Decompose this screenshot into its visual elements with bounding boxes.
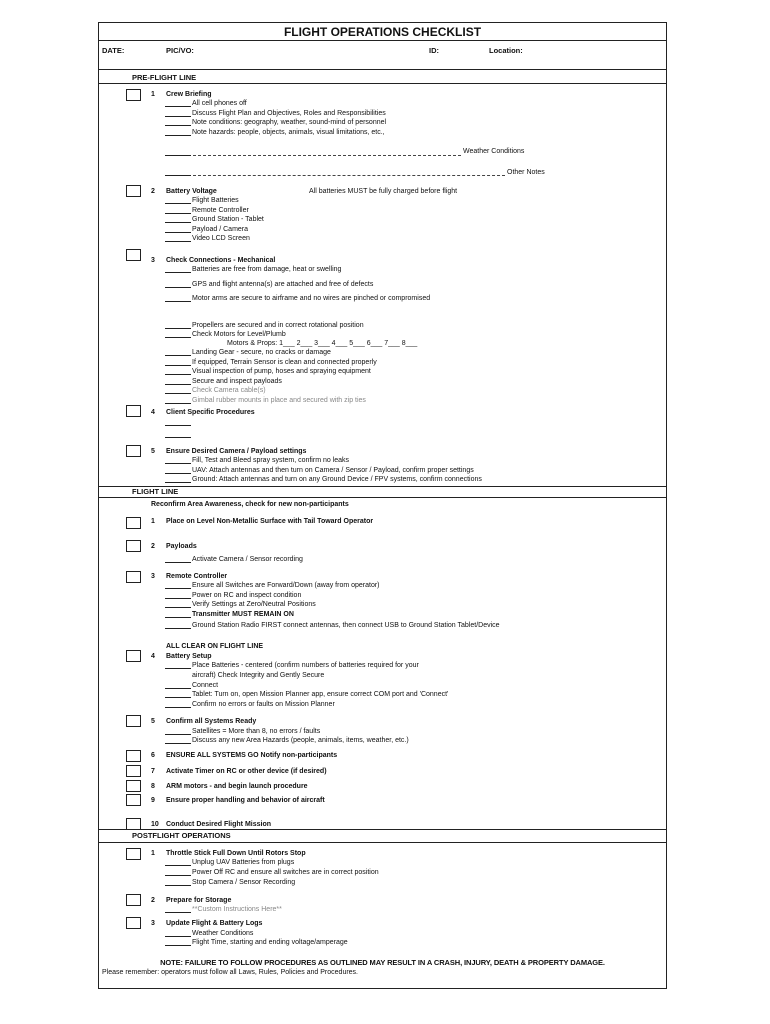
checklist-line: Flight Time, starting and ending voltage/amperage — [165, 939, 348, 946]
weather-conditions-label: Weather Conditions — [463, 148, 525, 155]
postflight-divider — [99, 842, 666, 843]
checkbox-activate-timer[interactable] — [126, 765, 141, 777]
checklist-line: Activate Camera / Sensor recording — [165, 556, 303, 563]
checkbox-arm-motors[interactable] — [126, 780, 141, 792]
checkbox-systems-ready[interactable] — [126, 715, 141, 727]
checkbox-client-procedures[interactable] — [126, 405, 141, 417]
motors-props-line: Motors & Props: 1___ 2___ 3___ 4___ 5___ 6___ 7___ 8___ — [227, 340, 418, 347]
pic-vo-label: PIC/VO: — [166, 46, 194, 55]
step-number: 4 — [151, 409, 155, 416]
step-number: 8 — [151, 783, 155, 790]
checklist-line: Batteries are free from damage, heat or swelling — [165, 266, 341, 273]
blank-line — [165, 425, 191, 426]
header-divider — [99, 69, 666, 70]
step-conduct-mission: Conduct Desired Flight Mission — [166, 821, 272, 828]
checklist-line: Ground: Attach antennas and turn on any Ground Device / FPV systems, confirm connections — [165, 476, 482, 483]
other-notes-fill-line[interactable] — [193, 175, 505, 176]
id-label: ID: — [429, 46, 439, 55]
checklist-line: Note conditions: geography, weather, sound-mind of personnel — [165, 119, 386, 126]
step-camera-settings: Ensure Desired Camera / Payload settings — [166, 448, 307, 455]
failure-warning: NOTE: FAILURE TO FOLLOW PROCEDURES AS OUTLINED MAY RESULT IN A CRASH, INJURY, DEATH & PROPERTY DAMAGE. — [160, 958, 605, 967]
checklist-line: Note hazards: people, objects, animals, visual limitations, etc., — [165, 129, 385, 136]
checkbox-payloads[interactable] — [126, 540, 141, 552]
step-number: 5 — [151, 448, 155, 455]
checklist-line-gray: Gimbal rubber mounts in place and secured with zip ties — [165, 397, 366, 404]
checklist-line: UAV: Attach antennas and then turn on Camera / Sensor / Payload, confirm proper settings — [165, 467, 474, 474]
step-handling: Ensure proper handling and behavior of aircraft — [166, 797, 325, 804]
checkbox-battery-voltage[interactable] — [126, 185, 141, 197]
checklist-line-emphasis: Transmitter MUST REMAIN ON — [165, 611, 294, 618]
step-number: 5 — [151, 718, 155, 725]
checklist-line: Unplug UAV Batteries from plugs — [165, 859, 294, 866]
date-label: DATE: — [102, 46, 125, 55]
reconfirm-awareness: Reconfirm Area Awareness, check for new non-participants — [151, 501, 349, 508]
step-battery-voltage: Battery Voltage — [166, 188, 217, 195]
step-client-procedures: Client Specific Procedures — [166, 409, 255, 416]
blank-line — [165, 175, 191, 176]
step-all-systems-go: ENSURE ALL SYSTEMS GO Notify non-participants — [166, 752, 338, 759]
checkbox-remote-controller[interactable] — [126, 571, 141, 583]
checklist-line: If equipped, Terrain Sensor is clean and connected properly — [165, 359, 377, 366]
checkbox-check-connections[interactable] — [126, 249, 141, 261]
all-clear-heading: ALL CLEAR ON FLIGHT LINE — [166, 643, 264, 650]
checklist-line: Stop Camera / Sensor Recording — [165, 879, 295, 886]
step-number: 4 — [151, 653, 155, 660]
step-payloads: Payloads — [166, 543, 197, 550]
step-number: 1 — [151, 850, 155, 857]
checkbox-all-systems-go[interactable] — [126, 750, 141, 762]
flightline-divider-top — [99, 486, 666, 487]
operators-reminder: Please remember: operators must follow all Laws, Rules, Policies and Procedures. — [102, 969, 359, 976]
section-flightline: FLIGHT LINE — [132, 487, 179, 496]
checklist-line: Ground Station Radio FIRST connect antennas, then connect USB to Ground Station Tablet/Device — [165, 622, 500, 629]
step-throttle-down: Throttle Stick Full Down Until Rotors Stop — [166, 850, 306, 857]
step-number: 1 — [151, 518, 155, 525]
checklist-line: Connect — [165, 682, 218, 689]
checklist-line: All cell phones off — [165, 100, 247, 107]
checklist-line-gray: **Custom Instructions Here** — [165, 906, 282, 913]
step-activate-timer: Activate Timer on RC or other device (if desired) — [166, 768, 327, 775]
checkbox-update-logs[interactable] — [126, 917, 141, 929]
flightline-divider — [99, 497, 666, 498]
checklist-line: Ensure all Switches are Forward/Down (away from operator) — [165, 582, 380, 589]
other-notes-label: Other Notes — [507, 169, 545, 176]
checklist-line: Video LCD Screen — [165, 235, 250, 242]
checklist-line-gray: Check Camera cable(s) — [165, 387, 266, 394]
step-number: 2 — [151, 188, 155, 195]
checklist-line: Power on RC and inspect condition — [165, 592, 301, 599]
checklist-line: Tablet: Turn on, open Mission Planner app, ensure correct COM port and 'Connect' — [165, 691, 448, 698]
step-battery-setup: Battery Setup — [166, 653, 212, 660]
checklist-line-continued: aircraft) Check Integrity and Gently Secure — [192, 672, 325, 679]
step-number: 1 — [151, 91, 155, 98]
blank-line — [165, 437, 191, 438]
step-number: 9 — [151, 797, 155, 804]
checklist-line: Place Batteries - centered (confirm numbers of batteries required for your — [165, 662, 419, 669]
checklist-line: Power Off RC and ensure all switches are in correct position — [165, 869, 379, 876]
step-number: 3 — [151, 573, 155, 580]
preflight-divider — [99, 83, 666, 84]
step-number: 2 — [151, 897, 155, 904]
section-preflight: PRE-FLIGHT LINE — [132, 73, 197, 82]
checklist-line: Discuss any new Area Hazards (people, animals, items, weather, etc.) — [165, 737, 409, 744]
checklist-line: Propellers are secured and in correct rotational position — [165, 322, 364, 329]
location-label: Location: — [489, 46, 523, 55]
checklist-line: Verify Settings at Zero/Neutral Positions — [165, 601, 316, 608]
checklist-line: Landing Gear - secure, no cracks or damage — [165, 349, 331, 356]
checkbox-throttle-down[interactable] — [126, 848, 141, 860]
step-prepare-storage: Prepare for Storage — [166, 897, 232, 904]
checklist-line: Discuss Flight Plan and Objectives, Roles and Responsibilities — [165, 110, 386, 117]
checkbox-battery-setup[interactable] — [126, 650, 141, 662]
checkbox-crew-briefing[interactable] — [126, 89, 141, 101]
checkbox-handling[interactable] — [126, 794, 141, 806]
title-divider — [99, 40, 666, 41]
step-systems-ready: Confirm all Systems Ready — [166, 718, 257, 725]
step-number: 3 — [151, 920, 155, 927]
checklist-line: Visual inspection of pump, hoses and spraying equipment — [165, 368, 371, 375]
checklist-line: Secure and inspect payloads — [165, 378, 282, 385]
checkbox-prepare-storage[interactable] — [126, 894, 141, 906]
checkbox-camera-settings[interactable] — [126, 445, 141, 457]
checklist-document — [98, 22, 667, 989]
checklist-line: Payload / Camera — [165, 226, 248, 233]
checklist-line: GPS and flight antenna(s) are attached and free of defects — [165, 281, 373, 288]
checklist-line: Remote Controller — [165, 207, 249, 214]
checklist-line: Confirm no errors or faults on Mission Planner — [165, 701, 335, 708]
checklist-line: Check Motors for Level/Plumb — [165, 331, 286, 338]
checklist-line: Motor arms are secure to airframe and no wires are pinched or compromised — [165, 295, 430, 302]
step-number: 2 — [151, 543, 155, 550]
section-postflight: POSTFLIGHT OPERATIONS — [132, 831, 231, 840]
step-crew-briefing: Crew Briefing — [166, 91, 212, 98]
step-number: 3 — [151, 257, 155, 264]
battery-note: All batteries MUST be fully charged before flight — [309, 188, 458, 195]
weather-fill-line[interactable] — [193, 155, 461, 156]
step-number: 7 — [151, 768, 155, 775]
postflight-divider-top — [99, 829, 666, 830]
step-check-connections: Check Connections - Mechanical — [166, 257, 276, 264]
step-remote-controller: Remote Controller — [166, 573, 228, 580]
checklist-line: Fill, Test and Bleed spray system, confirm no leaks — [165, 457, 349, 464]
step-update-logs: Update Flight & Battery Logs — [166, 920, 263, 927]
step-number: 6 — [151, 752, 155, 759]
checkbox-place-level[interactable] — [126, 517, 141, 529]
checklist-line: Satellites = More than 8, no errors / faults — [165, 728, 320, 735]
checklist-line: Flight Batteries — [165, 197, 239, 204]
checklist-line: Weather Conditions — [165, 930, 253, 937]
step-arm-motors: ARM motors - and begin launch procedure — [166, 783, 308, 790]
page-title: FLIGHT OPERATIONS CHECKLIST — [283, 25, 482, 39]
step-place-level: Place on Level Non-Metallic Surface with Tail Toward Operator — [166, 518, 374, 525]
step-number: 10 — [151, 821, 159, 828]
checklist-line: Ground Station - Tablet — [165, 216, 264, 223]
blank-line — [165, 155, 191, 156]
